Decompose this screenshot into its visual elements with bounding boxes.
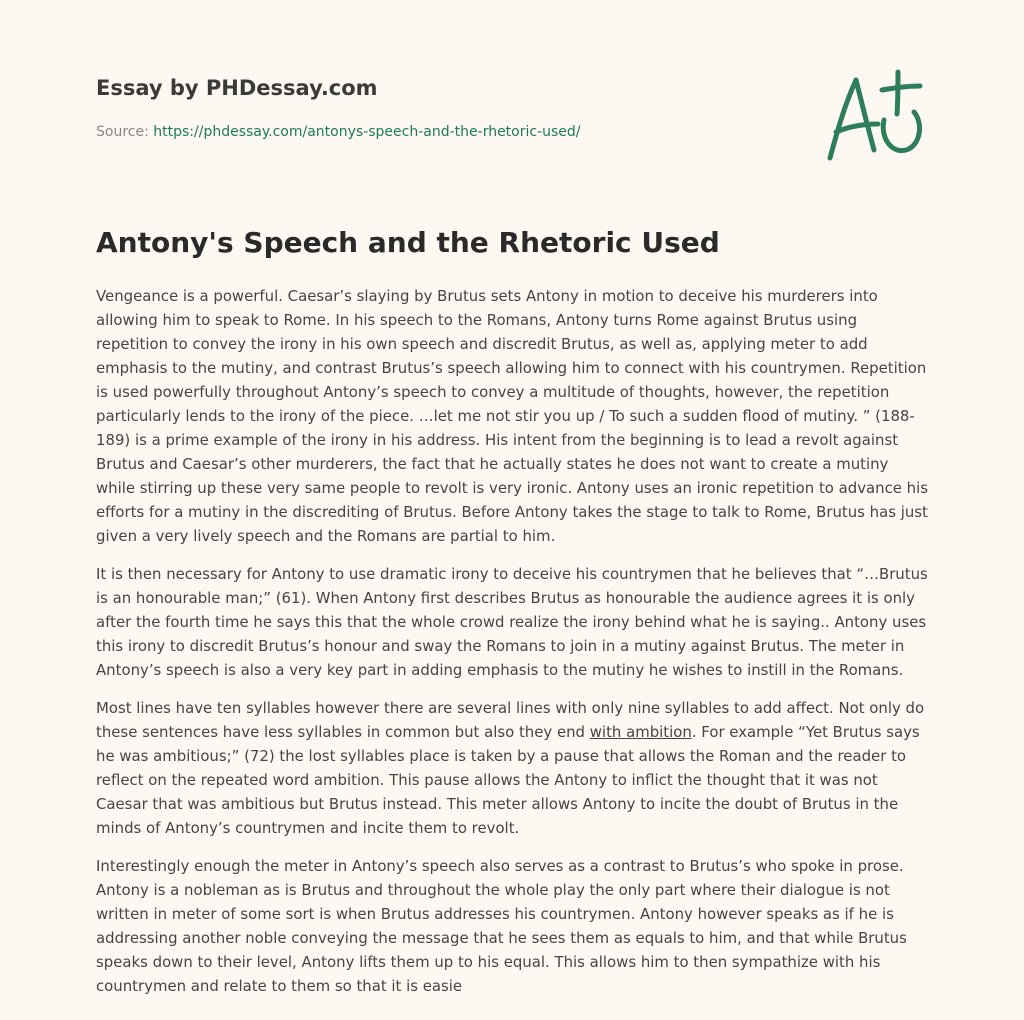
paragraph-3 (96, 696, 930, 840)
paragraph-3-text-before: Most lines have ten syllables however there are several lines with only nine syllables to add affect. Not only do these sentences have less syllables in common but also they end (96, 699, 925, 741)
source-label: Source: (96, 124, 149, 140)
paragraph-3-text-after: . For example “Yet Brutus says he was ambitious;” (72) the lost syllables place is taken by a pause that allows the Roman and the reader to reflect on the repeated word ambition. This pause allows the Antony to inflict the thought that it was not Caesar that was ambitious but Brutus instead. This meter allows Antony to incite the doubt of Brutus in the minds of Antony’s countrymen and incite them to revolt. (96, 723, 920, 837)
paragraph-4: Interestingly enough the meter in Antony’s speech also serves as a contrast to Brutus’s who spoke in prose. Antony is a nobleman as is Brutus and throughout the whole play the only part where their dialogue is not written in meter of some sort is when Brutus addresses his countrymen. Antony however speaks as if he is addressing another noble conveying the message that he sees them as equals to him, and that while Brutus speaks down to their level, Antony lifts them up to his equal. This allows him to then sympathize with his countrymen and relate to them so that it is easie (96, 857, 907, 995)
article-body (96, 284, 930, 1012)
paragraph-1: Vengeance is a powerful. Caesar’s slaying by Brutus sets Antony in motion to deceive his murderers into allowing him to speak to Rome. In his speech to the Romans, Antony turns Rome against Brutus using repetition to convey the irony in his own speech and discredit Brutus, as well as, applying meter to add emphasis to the mutiny, and contrast Brutus’s speech allowing him to connect with his countrymen. Repetition is used powerfully throughout Antony’s speech to convey a multitude of thoughts, however, the repetition particularly lends to the irony of the piece. …let me not stir you up / To such a sudden flood of mutiny. ” (188-189) is a prime example of the irony in his address. His intent from the beginning is to lead a revolt against Brutus and Caesar’s other murderers, the fact that he actually states he does not want to create a mutiny while stirring up these very same people to revolt is very ironic. Antony uses an ironic repetition to advance his efforts for a mutiny in the discrediting of Brutus. Before Antony takes the stage to talk to Rome, Brutus has just given a very lively speech and the Romans are partial to him. (96, 287, 928, 545)
site-brand: Essay by PHDessay.com (96, 76, 378, 100)
a-plus-grade-icon (822, 66, 932, 166)
source-link[interactable]: https://phdessay.com/antonys-speech-and-the-rhetoric-used/ (153, 124, 581, 140)
with-ambition-link[interactable]: with ambition (589, 723, 692, 741)
source-line (96, 124, 581, 140)
article-title: Antony's Speech and the Rhetoric Used (96, 226, 720, 259)
paragraph-2: It is then necessary for Antony to use dramatic irony to deceive his countrymen that he believes that “…Brutus is an honourable man;” (61). When Antony first describes Brutus as honourable the audience agrees it is only after the fourth time he says this that the whole crowd realize the irony behind what he is saying.. Antony uses this irony to discredit Brutus’s honour and sway the Romans to join in a mutiny against Brutus. The meter in Antony’s speech is also a very key part in adding emphasis to the mutiny he wishes to instill in the Romans. (96, 565, 928, 679)
